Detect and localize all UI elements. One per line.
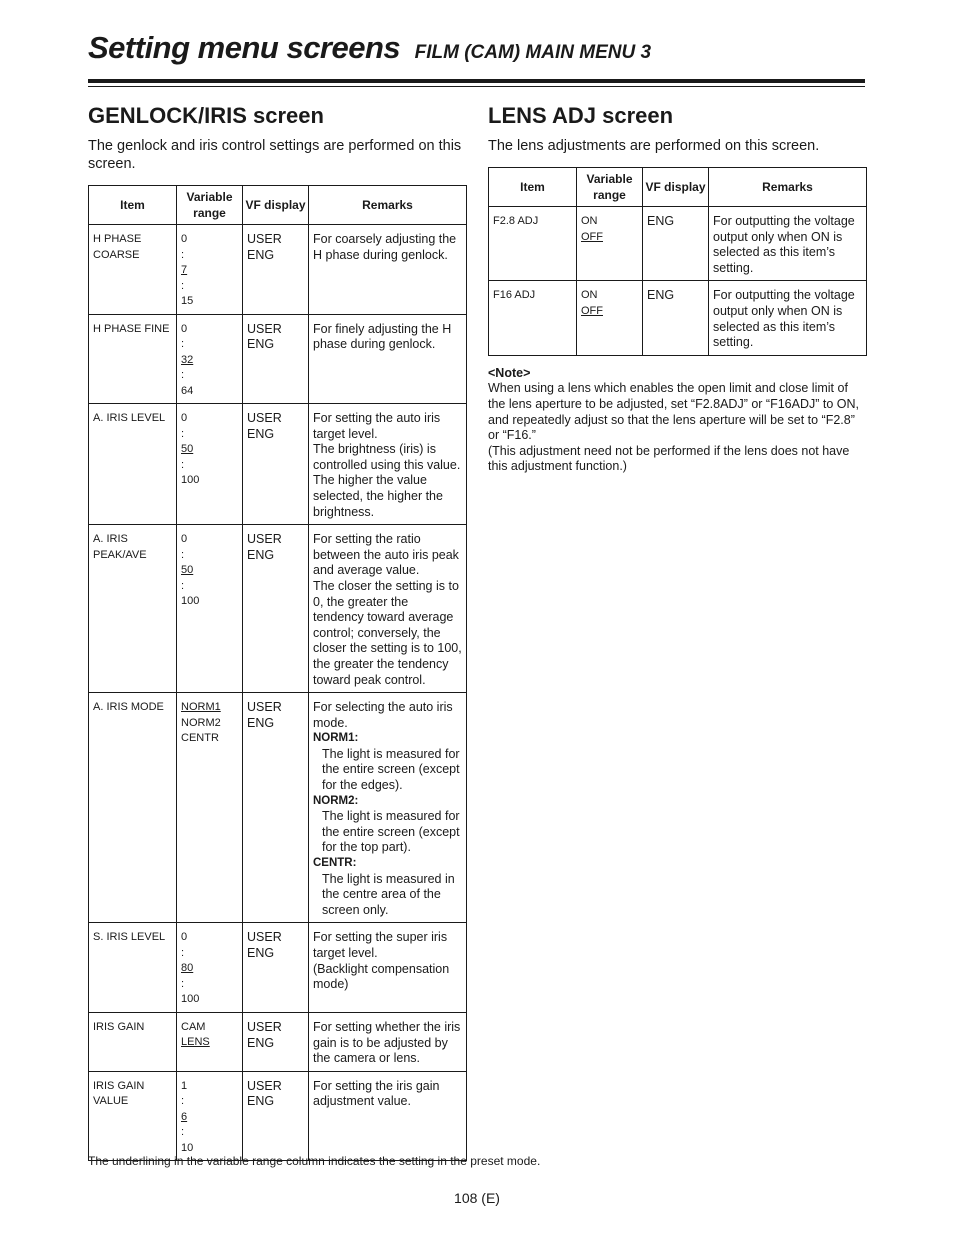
header-rule-thin [88, 86, 865, 87]
vf-value: ENG [247, 426, 275, 441]
vf-value: USER [247, 232, 282, 246]
item-name: F16 ADJ [493, 289, 536, 302]
note-text: (This adjustment need not be performed if the lens does not have this adjustment function.) [488, 443, 850, 474]
lens-table [488, 167, 867, 356]
remarks-text: For setting the super iris target level. [313, 930, 448, 960]
mode-description: The light is measured in the centre area of the screen only. [322, 871, 455, 917]
table-row [89, 404, 467, 525]
range-value: 10 [181, 1141, 194, 1154]
range-value: : [181, 369, 185, 381]
table-row [489, 207, 867, 281]
range-value: : [181, 279, 185, 292]
vf-value: USER [247, 1078, 282, 1093]
remarks-text: For outputting the voltage output only when ON is selected as this item’s setting. [713, 214, 855, 275]
mode-label: CENTR: [313, 857, 357, 870]
item-cell [89, 525, 177, 693]
remarks-cell [309, 923, 467, 1013]
note-text: When using a lens which enables the open limit and close limit of the lens aperture to be adjusted, set “F2.8ADJ” or “F16ADJ” to ON, and repeatedly adjust so that the lens aperture will be set to “F2.8” or “F16.” [488, 381, 859, 443]
column-header-item: Item [89, 186, 177, 225]
mode-description: The light is measured for the entire screen (except for the top part). [322, 809, 460, 855]
vf-cell [243, 1012, 309, 1071]
remarks-cell [309, 1071, 467, 1161]
range-value: 0 [181, 931, 188, 944]
lens-note [488, 366, 866, 475]
range-value: : [181, 946, 185, 959]
vf-value: ENG [247, 547, 275, 562]
remarks-text: The brightness (iris) is controlled using this value. The higher the value selected, the higher the brightness. [313, 442, 461, 519]
remarks-cell [309, 525, 467, 693]
item-name: VALUE [93, 1095, 129, 1108]
range-value: : [181, 427, 185, 440]
item-cell [489, 281, 577, 355]
vf-cell [243, 225, 309, 315]
vf-cell [643, 281, 709, 355]
table-row [489, 281, 867, 355]
range-value: 100 [181, 474, 200, 486]
vf-cell [243, 1071, 309, 1161]
item-name: PEAK/AVE [93, 548, 147, 561]
table-row [89, 923, 467, 1013]
range-value: NORM2 [181, 716, 221, 729]
vf-cell [243, 404, 309, 525]
vf-value: USER [247, 321, 282, 336]
range-value: 64 [181, 384, 194, 397]
mode-label: NORM2: [313, 794, 359, 807]
item-cell [89, 1012, 177, 1071]
remarks-text: For setting the iris gain adjustment value. [313, 1078, 440, 1109]
page-header [88, 30, 651, 66]
item-name: A. IRIS MODE [93, 701, 164, 714]
vf-value: USER [247, 411, 282, 425]
item-cell [89, 314, 177, 404]
column-header-item: Item [489, 168, 577, 207]
vf-value: ENG [247, 715, 275, 730]
preset-value: 7 [181, 264, 188, 276]
vf-value: ENG [247, 337, 275, 352]
vf-value: USER [247, 700, 282, 715]
range-value: 0 [181, 412, 188, 424]
range-cell [177, 923, 243, 1013]
page-subtitle: FILM (CAM) MAIN MENU 3 [414, 42, 652, 63]
range-value: : [181, 338, 185, 350]
remarks-cell [309, 693, 467, 923]
range-cell [177, 525, 243, 693]
lens-adj-section [488, 103, 866, 475]
item-name: S. IRIS LEVEL [93, 931, 166, 944]
remarks-cell [309, 314, 467, 404]
remarks-text: For setting the auto iris target level. [313, 411, 441, 441]
remarks-cell [309, 1012, 467, 1071]
header-rule-thick [88, 79, 865, 83]
genlock-heading: GENLOCK/IRIS screen [88, 103, 324, 128]
preset-value: 80 [181, 962, 194, 975]
range-cell [177, 314, 243, 404]
vf-value: ENG [247, 1035, 275, 1050]
column-header-vf: VF display [643, 168, 709, 207]
column-header-remarks: Remarks [309, 186, 467, 225]
range-value: ON [581, 215, 598, 227]
range-cell [577, 281, 643, 355]
note-heading: <Note> [488, 365, 531, 380]
range-value: : [181, 1095, 185, 1108]
vf-cell [243, 923, 309, 1013]
remarks-text: For setting the ratio between the auto iris peak and average value. [313, 532, 459, 578]
range-cell [577, 207, 643, 281]
vf-cell [243, 525, 309, 693]
preset-value: OFF [581, 230, 603, 243]
preset-value: 32 [181, 353, 194, 366]
column-header-vf: VF display [243, 186, 309, 225]
remarks-cell [709, 207, 867, 281]
item-name: H PHASE [93, 233, 142, 245]
genlock-intro: The genlock and iris control settings are performed on this screen. [88, 138, 462, 172]
genlock-section [88, 103, 466, 1161]
remarks-cell [309, 404, 467, 525]
remarks-text: (Backlight compensation mode) [313, 961, 450, 992]
range-value: 1 [181, 1079, 188, 1092]
range-value: : [181, 1126, 185, 1139]
vf-value: ENG [247, 1094, 275, 1109]
preset-value: LENS [181, 1036, 210, 1049]
vf-value: ENG [247, 946, 275, 960]
item-name: H PHASE FINE [93, 322, 170, 335]
mode-label: NORM1: [313, 732, 359, 745]
preset-value: 6 [181, 1110, 188, 1123]
item-name: A. IRIS [93, 533, 128, 546]
vf-value: USER [247, 1019, 282, 1034]
range-value: : [181, 548, 185, 561]
preset-value: 50 [181, 443, 194, 455]
range-value: CENTR [181, 732, 219, 745]
remarks-text: For selecting the auto iris mode. [313, 700, 453, 730]
remarks-cell [709, 281, 867, 355]
vf-cell [243, 314, 309, 404]
column-header-range: Variable range [177, 186, 243, 225]
table-row [89, 314, 467, 404]
range-cell [177, 1071, 243, 1161]
preset-value: 50 [181, 564, 194, 577]
item-name: IRIS GAIN [93, 1079, 145, 1092]
range-value: 0 [181, 533, 188, 546]
remarks-text: For coarsely adjusting the H phase during genlock. [313, 232, 457, 262]
item-cell [89, 225, 177, 315]
range-cell [177, 693, 243, 923]
item-name: F2.8 ADJ [493, 215, 539, 227]
footnote: The underlining in the variable range column indicates the setting in the preset mode. [88, 1154, 541, 1168]
genlock-table [88, 185, 467, 1161]
page-title: Setting menu screens [88, 30, 401, 65]
mode-description: The light is measured for the entire screen (except for the edges). [322, 746, 460, 793]
range-value: ON [581, 289, 598, 302]
range-value: 100 [181, 993, 200, 1006]
lens-heading: LENS ADJ screen [488, 103, 674, 128]
table-row [89, 693, 467, 923]
range-cell [177, 1012, 243, 1071]
vf-cell [643, 207, 709, 281]
range-value: : [181, 579, 185, 592]
table-header-row [89, 186, 467, 225]
vf-value: USER [247, 532, 282, 547]
column-header-remarks: Remarks [709, 168, 867, 207]
range-value: 0 [181, 233, 188, 245]
column-header-range: Variable range [577, 168, 643, 207]
range-value: 100 [181, 595, 200, 608]
range-value: CAM [181, 1020, 206, 1033]
table-row [89, 525, 467, 693]
item-cell [489, 207, 577, 281]
table-row [89, 225, 467, 315]
item-cell [89, 923, 177, 1013]
vf-value: ENG [647, 214, 675, 228]
lens-intro: The lens adjustments are performed on this screen. [488, 138, 820, 154]
range-value: 15 [181, 295, 194, 307]
preset-value: NORM1 [181, 701, 221, 714]
remarks-text: For setting whether the iris gain is to be adjusted by the camera or lens. [313, 1019, 461, 1066]
item-name: A. IRIS LEVEL [93, 412, 166, 424]
vf-value: ENG [647, 288, 675, 303]
range-cell [177, 225, 243, 315]
remarks-text: For outputting the voltage output only when ON is selected as this item’s setting. [713, 288, 855, 350]
page-number: 108 (E) [454, 1190, 500, 1206]
vf-value: ENG [247, 247, 275, 262]
remarks-text: For finely adjusting the H phase during genlock. [313, 321, 452, 352]
item-cell [89, 1071, 177, 1161]
range-value: : [181, 458, 185, 471]
range-value: : [181, 977, 185, 990]
table-header-row [489, 168, 867, 207]
range-cell [177, 404, 243, 525]
range-value: 0 [181, 322, 188, 335]
item-name: IRIS GAIN [93, 1020, 145, 1033]
item-cell [89, 404, 177, 525]
item-name: COARSE [93, 248, 140, 261]
remarks-text: The closer the setting is to 0, the greater the tendency toward average control; conversely, the closer the setting is to 100, the greater the tendency toward peak control. [313, 578, 462, 687]
vf-value: USER [247, 930, 282, 945]
item-cell [89, 693, 177, 923]
range-value: : [181, 248, 185, 261]
preset-value: OFF [581, 304, 603, 317]
remarks-cell [309, 225, 467, 315]
table-row [89, 1071, 467, 1161]
vf-cell [243, 693, 309, 923]
table-row [89, 1012, 467, 1071]
